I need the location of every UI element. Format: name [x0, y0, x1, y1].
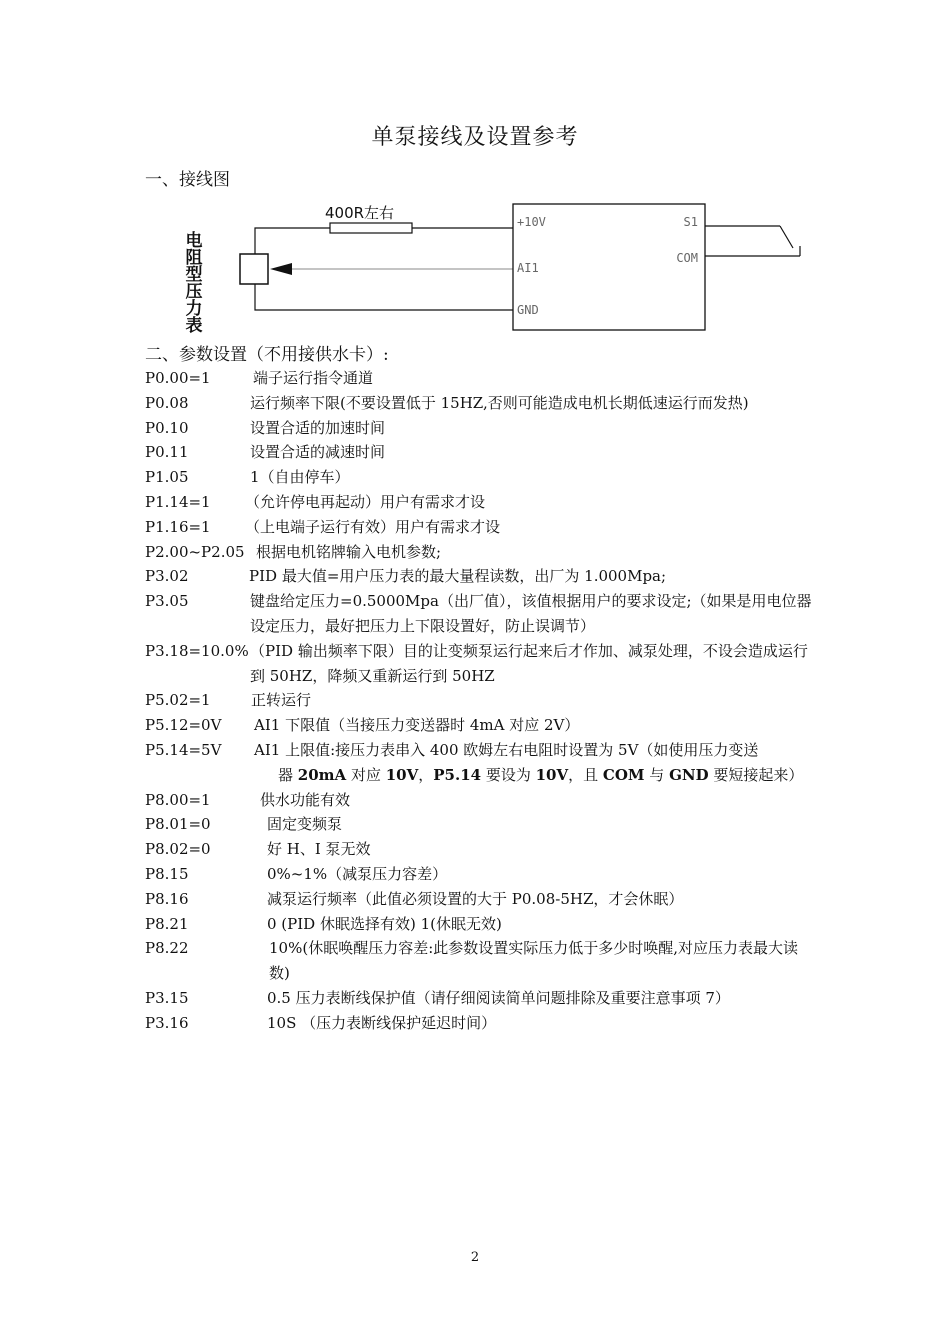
param-code: P0.08: [145, 393, 189, 412]
text-run: ，: [418, 765, 434, 784]
terminal-s1: S1: [683, 215, 698, 229]
param-row: [145, 639, 815, 689]
param-code: P5.02=1: [145, 691, 211, 710]
param-code: P0.10: [145, 418, 189, 437]
param-row: [145, 391, 815, 416]
sensor-label-char: 压: [185, 282, 203, 301]
param-row: [145, 688, 815, 713]
param-code: P3.18=10.0%: [145, 641, 249, 660]
wiper-arrow-icon: [270, 263, 292, 275]
section-heading-params: 二、参数设置（不用接供水卡）:: [145, 345, 389, 365]
param-code: P8.16: [145, 889, 189, 908]
terminal-com: COM: [676, 251, 698, 265]
sensor-label: [186, 230, 203, 335]
bold-run: COM: [602, 765, 645, 784]
param-code: P5.14=5V: [145, 740, 222, 759]
param-desc: 好 H、I 泵无效: [267, 840, 371, 859]
param-desc: 键盘给定压力=0.5000Mpa（出厂值），该值根据用户的要求设定;（如果是用电位器设定压力，最好把压力上下限设置好，防止误调节）: [250, 592, 812, 635]
bold-run: P5.14: [433, 765, 482, 784]
param-code: P3.02: [145, 567, 189, 586]
param-code: P3.15: [145, 988, 189, 1007]
param-row: [145, 490, 815, 515]
sensor-symbol: [240, 254, 268, 284]
param-row: [145, 887, 815, 912]
param-row: [145, 589, 815, 639]
resistor-label: 400R左右: [325, 204, 395, 222]
wiring-diagram: [180, 196, 820, 340]
param-row: [145, 515, 815, 540]
param-row: [145, 440, 815, 465]
param-desc: 0%~1%（减泵压力容差）: [267, 864, 448, 883]
sensor-label-char: 力: [185, 299, 203, 318]
bold-run: 10V: [535, 765, 569, 784]
param-code: P0.11: [145, 443, 189, 462]
param-desc: 减泵运行频率（此值必须设置的大于 P0.08-5HZ，才会休眠）: [267, 889, 684, 908]
param-desc: 正转运行: [251, 691, 312, 710]
param-code: P3.05: [145, 592, 189, 611]
param-desc: 10%(休眠唤醒压力容差:此参数设置实际压力低于多少时唤醒,对应压力表最大读数): [269, 939, 799, 983]
param-desc: PID 最大值=用户压力表的最大量程读数，出厂为 1.000Mpa;: [249, 567, 667, 586]
param-code: P8.15: [145, 864, 189, 883]
param-desc: AI1 上限值:接压力表串入 400 欧姆左右电阻时设置为 5V（如使用压力变送: [254, 740, 759, 759]
param-desc: 0 (PID 休眠选择有效) 1(休眠无效): [267, 914, 502, 933]
top-wire: [255, 228, 330, 254]
param-code: P1.14=1: [145, 492, 211, 511]
param-code: P8.02=0: [145, 840, 211, 859]
param-desc: 供水功能有效: [260, 790, 351, 809]
param-desc: （允许停电再起动）用户有需求才设: [245, 492, 486, 511]
text-run: 要短接起来）: [708, 765, 804, 784]
param-code: P8.01=0: [145, 815, 211, 834]
param-row: [145, 986, 815, 1011]
param-code: P8.00=1: [145, 790, 211, 809]
terminal-plus10v: +10V: [517, 215, 546, 229]
param-row: [145, 788, 815, 813]
sensor-label-char: 电: [185, 231, 203, 250]
text-run: ，且: [568, 765, 603, 784]
param-code: P0.00=1: [145, 369, 211, 387]
param-row: [145, 416, 815, 441]
param-row: [145, 713, 815, 738]
bold-run: 10V: [385, 765, 419, 784]
sensor-label-char: 表: [185, 316, 203, 335]
bold-run: GND: [669, 765, 709, 784]
section-heading-wiring: 一、接线图: [145, 170, 230, 190]
terminal-ai1: AI1: [517, 261, 539, 275]
text-run: 要设为: [481, 765, 536, 784]
param-desc: 固定变频泵: [267, 815, 343, 834]
param-desc: 运行频率下限(不要设置低于 15HZ,否则可能造成电机长期低速运行而发热): [250, 393, 749, 412]
bold-run: 20mA: [297, 765, 347, 784]
param-row: [145, 540, 815, 565]
param-code: P3.16: [145, 1013, 189, 1032]
param-desc: （PID 输出频率下限）目的让变频泵运行起来后才作加、减泵处理，不设会造成运行到 50HZ，降频又重新运行到 50HZ: [250, 641, 808, 685]
resistor-symbol: [330, 223, 412, 233]
param-row: [145, 936, 815, 986]
param-row: [145, 912, 815, 937]
page-number: 2: [470, 1250, 480, 1265]
gnd-wire: [255, 284, 513, 310]
sensor-label-char: 型: [185, 265, 203, 284]
param-code: P2.00~P2.05: [145, 542, 245, 561]
param-code: P8.22: [145, 939, 189, 958]
param-row: [145, 465, 815, 490]
terminal-gnd: GND: [517, 303, 539, 317]
param-desc: （上电端子运行有效）用户有需求才设: [245, 517, 501, 536]
param-desc: 根据电机铭牌输入电机参数;: [256, 542, 442, 561]
param-desc: 0.5 压力表断线保护值（请仔细阅读简单问题排除及重要注意事项 7）: [267, 988, 730, 1007]
param-desc: 设置合适的减速时间: [250, 443, 386, 462]
param-desc: 端子运行指令通道: [253, 369, 374, 387]
param-row: [145, 837, 815, 862]
param-code: P1.05: [145, 468, 189, 487]
sensor-label-char: 阻: [185, 248, 203, 267]
param-row: [145, 564, 815, 589]
page-title: 单泵接线及设置参考: [371, 125, 579, 150]
param-desc: 设置合适的加速时间: [250, 418, 386, 437]
param-code: P1.16=1: [145, 517, 211, 536]
param-row: [145, 1011, 815, 1036]
param-desc: 1（自由停车）: [250, 468, 350, 487]
param-code: P8.21: [145, 914, 189, 933]
text-run: 对应: [346, 765, 386, 784]
param-row: [145, 738, 815, 788]
parameter-list: [145, 366, 815, 1036]
param-desc-continued: [278, 763, 815, 788]
param-desc: AI1 下限值（当接压力变送器时 4mA 对应 2V）: [254, 716, 580, 735]
param-desc: 10S （压力表断线保护延迟时间）: [267, 1013, 497, 1032]
param-row: [145, 862, 815, 887]
text-run: 器: [278, 765, 298, 784]
param-row: [145, 812, 815, 837]
text-run: 与: [644, 765, 670, 784]
param-code: P5.12=0V: [145, 716, 222, 735]
param-row: [145, 366, 815, 391]
switch-contact: [780, 226, 793, 248]
